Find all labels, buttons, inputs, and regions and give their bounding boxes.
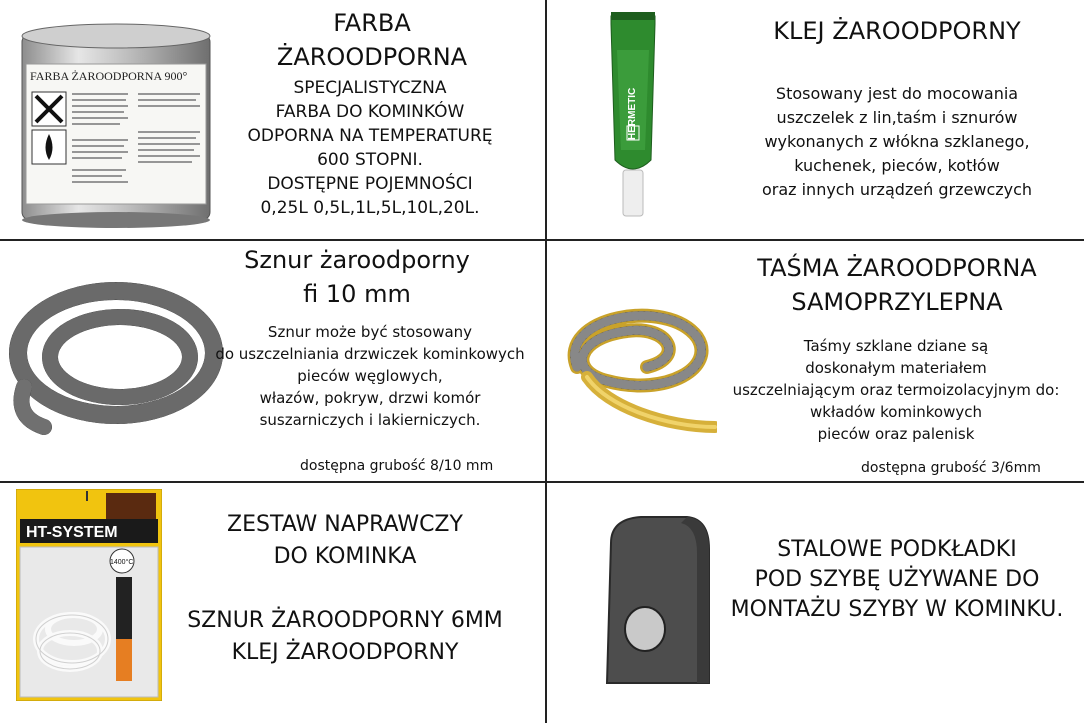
paint-desc-line: SPECJALISTYCZNA (293, 78, 447, 98)
steel-washer-image (601, 513, 713, 687)
svg-text:HT-SYSTEM: HT-SYSTEM (26, 524, 118, 541)
tape-title-line: SAMOPRZYLEPNA (791, 288, 1003, 316)
paint-title-line: FARBA (333, 9, 411, 37)
repair-kit-image (16, 489, 162, 701)
glue-description (722, 82, 1072, 202)
glue-title: KLEJ ŻAROODPORNY (773, 17, 1021, 45)
repair-kit-content-line: SZNUR ŻAROODPORNY 6MM (187, 608, 503, 633)
tape-desc-line: pieców oraz palenisk (817, 425, 975, 443)
steel-washer-description (707, 535, 1084, 625)
tape-desc-line: doskonałym materiałem (805, 359, 987, 377)
glue-desc-line: Stosowany jest do mocowania (775, 84, 1019, 103)
tape-title-line: TAŚMA ŻAROODPORNA (757, 254, 1037, 282)
paint-desc-line: 600 STOPNI. (317, 150, 423, 170)
panel-repair-kit (0, 483, 545, 723)
tape-thickness-note: dostępna grubość 3/6mm (861, 460, 1041, 476)
paint-title (222, 6, 522, 74)
glue-desc-line: uszczelek z lin,taśm i sznurów (776, 108, 1018, 127)
tape-title (717, 251, 1077, 319)
panel-steel-washer (547, 483, 1084, 723)
rope-desc-line: suszarniczych i lakierniczych. (259, 411, 481, 429)
paint-desc-line: ODPORNA NA TEMPERATURĘ (247, 126, 493, 146)
paint-desc-line: 0,25L 0,5L,1L,5L,10L,20L. (260, 198, 480, 218)
rope-description (196, 321, 544, 431)
steel-washer-line: STALOWE PODKŁADKI (777, 537, 1017, 562)
panel-rope (0, 241, 545, 481)
paint-title-line: ŻAROODPORNA (276, 43, 468, 71)
svg-text:FARBA ŻAROODPORNA 900°: FARBA ŻAROODPORNA 900° (30, 69, 188, 83)
rope-title-line: Sznur żaroodporny (244, 246, 470, 274)
repair-kit-content-line: KLEJ ŻAROODPORNY (231, 640, 459, 665)
tape-roll-image (547, 277, 717, 437)
glue-tube-image (605, 10, 661, 222)
rope-desc-line: do uszczelniania drzwiczek kominkowych (215, 345, 525, 363)
rope-desc-line: Sznur może być stosowany (267, 323, 473, 341)
steel-washer-line: POD SZYBĘ UŻYWANE DO (754, 567, 1040, 592)
panel-glue (547, 0, 1084, 239)
repair-kit-title-line: DO KOMINKA (273, 544, 417, 569)
glue-desc-line: kuchenek, pieców, kotłów (794, 156, 1000, 175)
paint-desc-line: DOSTĘPNE POJEMNOŚCI (267, 174, 473, 194)
tape-desc-line: wkładów kominkowych (810, 403, 982, 421)
rope-thickness-note: dostępna grubość 8/10 mm (300, 458, 494, 474)
paint-description (205, 76, 535, 220)
repair-kit-contents (170, 605, 520, 669)
panel-paint (0, 0, 545, 239)
tape-desc-line: Taśmy szklane dziane są (803, 337, 989, 355)
glue-desc-line: oraz innych urządzeń grzewczych (761, 180, 1033, 199)
panel-tape (547, 241, 1084, 481)
svg-text:1400°C: 1400°C (110, 559, 134, 566)
steel-washer-line: MONTAŻU SZYBY W KOMINKU. (730, 597, 1064, 622)
repair-kit-title-line: ZESTAW NAPRAWCZY (227, 512, 463, 537)
rope-desc-line: włazów, pokryw, drzwi komór (259, 389, 481, 407)
rope-title (212, 243, 502, 311)
svg-text:HERMETIC: HERMETIC (627, 87, 638, 140)
rope-title-line: fi 10 mm (303, 280, 411, 308)
paint-can-image (16, 20, 216, 228)
glue-desc-line: wykonanych z włókna szklanego, (764, 132, 1030, 151)
tape-description (711, 335, 1081, 445)
paint-desc-line: FARBA DO KOMINKÓW (275, 102, 465, 122)
repair-kit-title (170, 509, 520, 573)
rope-desc-line: pieców węglowych, (297, 367, 443, 385)
tape-desc-line: uszczelniającym oraz termoizolacyjnym do: (732, 381, 1060, 399)
